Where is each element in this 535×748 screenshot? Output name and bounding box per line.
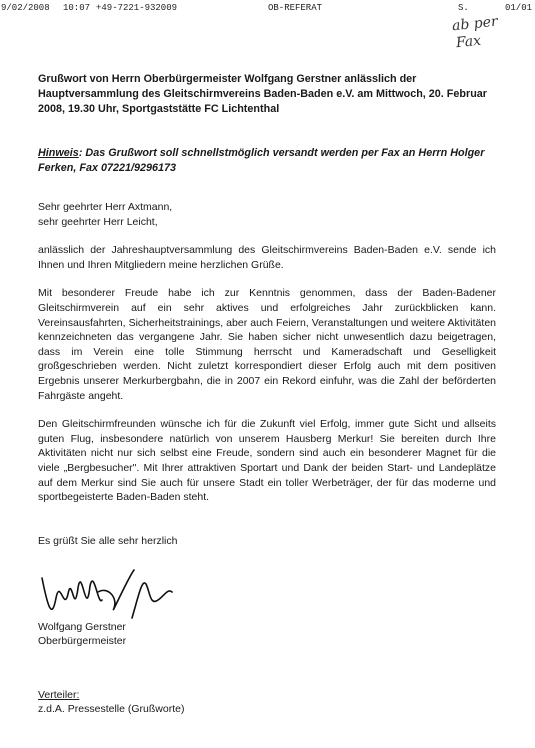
note-text: : Das Grußwort soll schnellstmöglich versandt werden per Fax an Herrn Holger Ferken, Fax 07221/9296173: [38, 147, 485, 174]
signer-name: Wolfgang Gerstner: [38, 621, 126, 633]
handwritten-signature: [38, 548, 178, 628]
fax-number-label: S.: [458, 3, 469, 13]
letter-body: [38, 200, 496, 519]
closing-line: Es grüßt Sie alle sehr herzlich: [38, 535, 178, 547]
salutation-line-1: Sehr geehrter Herr Axtmann,: [38, 201, 173, 213]
fax-sender: OB-REFERAT: [268, 3, 323, 13]
note-label: Hinweis: [38, 147, 79, 159]
fax-instruction-note: [38, 146, 513, 176]
handwritten-note-line-2: Fax: [455, 32, 482, 52]
paragraph-greeting: anlässlich der Jahreshauptversammlung des Gleitschirmvereins Baden-Baden e.V. sende ich Ihnen und Ihren Mitgliedern meine herzlichen Grüße.: [38, 244, 496, 271]
distribution-list: [38, 688, 184, 716]
distribution-entry: z.d.A. Pressestelle (Grußworte): [38, 703, 185, 715]
fax-transmission-header: [0, 3, 535, 15]
distribution-label: Verteiler:: [38, 689, 80, 701]
signer-title: Oberbürgermeister: [38, 635, 127, 647]
fax-date: 9/02/2008: [1, 3, 50, 13]
fax-time: 10:07: [63, 3, 91, 13]
letter-subject: Grußwort von Herrn Oberbürgermeister Wolfgang Gerstner anlässlich der Hauptversammlung des Gleitschirmvereins Baden-Baden e.V. am Mittwoch, 20. Februar 2008, 19.30 Uhr, Sportgaststätte FC Lichtenthal: [38, 73, 488, 115]
paragraph-wishes: Den Gleitschirmfreunden wünsche ich für die Zukunft viel Erfolg, immer gute Sicht und allseits guten Flug, insbesondere natürlich von unserem Hausberg Merkur! Sie bereiten durch Ihre Aktivitäten nicht nur sich selbst eine Freude, sondern sind auch ein besonderer Magnet für die viele „Bergbesucher". Mit Ihrer attraktiven Sportart und Dank der beiden Start- und Landeplätze auf dem Merkur sind Sie auch für unsere Stadt ein toller Werbeträger, der für das moderne und sportbegeisterte Baden-Baden steht.: [38, 418, 496, 504]
salutation: [38, 200, 496, 229]
paragraph-success: Mit besonderer Freude habe ich zur Kenntnis genommen, dass der Baden-Badener Gleitschirmverein auf ein sehr aktives und erfolgreiches Jahr zurückblicken kann. Vereinsausfahrten, Sicherheitstrainings, aber auch Feiern, Veranstaltungen und weitere Aktivitäten kennzeichneten das vergangene Jahr. Sie haben sicher nicht unwesentlich dazu beigetragen, dass im Verein eine tolle Stimmung herrscht und Kameradschaft und Geselligkeit großgeschrieben werden. Nicht zuletzt korrespondiert dieser Erfolg auch mit dem positiven Ergebnis unserer Merkurbergbahn, die in 2007 ein Rekord einfuhr, was die Zahl der beförderten Fahrgäste angeht.: [38, 287, 496, 402]
fax-phone: +49-7221-932009: [96, 3, 178, 13]
salutation-line-2: sehr geehrter Herr Leicht,: [38, 215, 158, 228]
fax-page-count: 01/01: [505, 3, 533, 13]
handwritten-note-line-1: ab per: [451, 13, 499, 35]
signer-block: [38, 620, 126, 648]
